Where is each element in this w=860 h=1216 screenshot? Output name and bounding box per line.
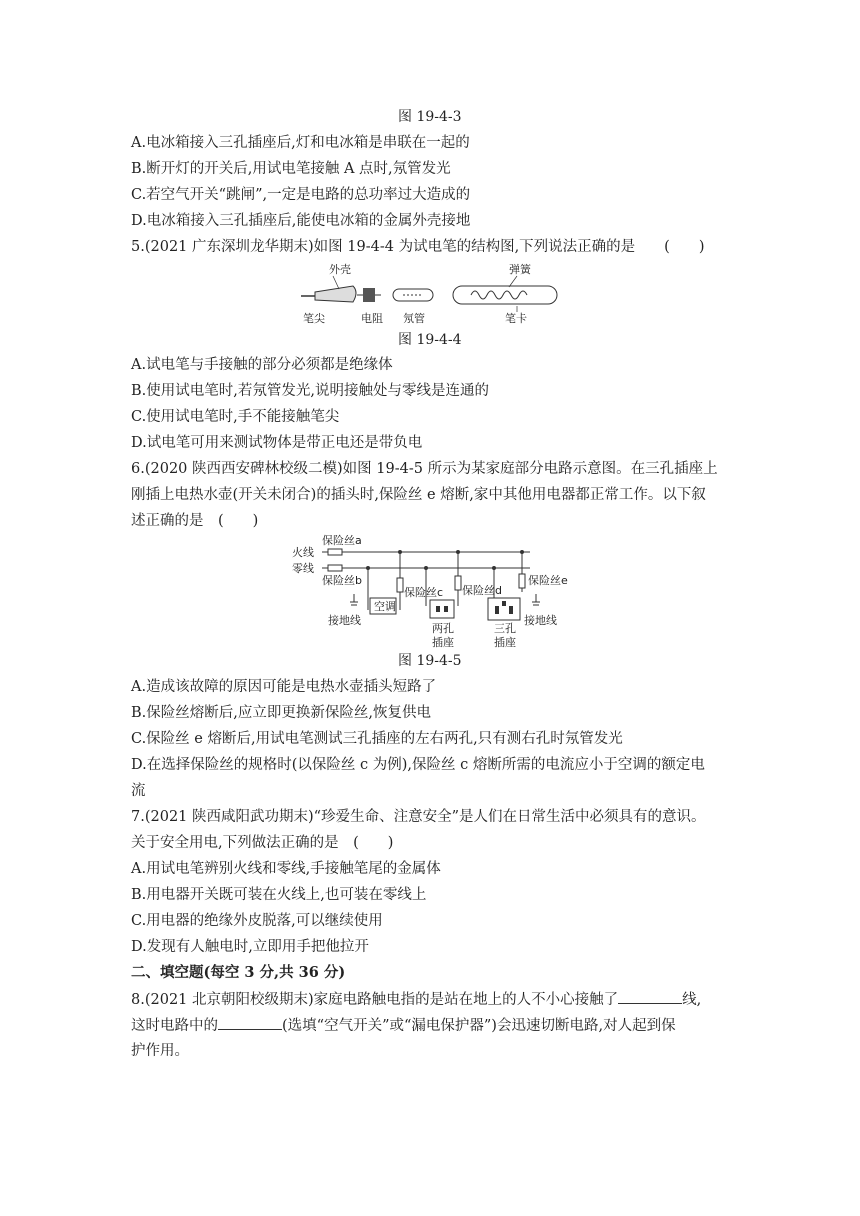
q8-blank-1 [618, 989, 682, 1004]
label-fuse-b: 保险丝b [322, 574, 362, 587]
q8-line2-text-b: (选填“空气开关”或“漏电保护器”)会迅速切断电路,对人起到保 [282, 1018, 676, 1034]
q8-line1-text-b: 线, [682, 992, 702, 1008]
label-three-hole-1: 三孔 [494, 622, 516, 635]
q7-option-d: D.发现有人触电时,立即用手把他拉开 [131, 939, 369, 955]
label-ground-left: 接地线 [328, 614, 361, 627]
household-circuit-diagram [288, 532, 568, 650]
q5-option-b: B.使用试电笔时,若氖管发光,说明接触处与零线是连通的 [131, 383, 489, 399]
label-fuse-e: 保险丝e [528, 574, 568, 587]
figure-caption-19-4-5: 图 19-4-5 [398, 653, 462, 669]
q6-option-d-line1: D.在选择保险丝的规格时(以保险丝 c 为例),保险丝 c 熔断所需的电流应小于空调的额定电 [131, 757, 705, 773]
q8-line2-text-a: 这时电路中的 [131, 1018, 218, 1034]
q5-option-a: A.试电笔与手接触的部分必须都是绝缘体 [131, 357, 393, 373]
q8-line2 [131, 1015, 676, 1036]
label-ac: 空调 [374, 600, 396, 613]
q7-option-b: B.用电器开关既可装在火线上,也可装在零线上 [131, 887, 427, 903]
q7-option-a: A.用试电笔辨别火线和零线,手接触笔尾的金属体 [131, 861, 441, 877]
q7-option-c: C.用电器的绝缘外皮脱落,可以继续使用 [131, 913, 383, 929]
q6-option-d-line2: 流 [131, 783, 146, 799]
q6-stem-line3: 述正确的是 ( ) [131, 513, 259, 529]
label-neutral-wire: 零线 [292, 562, 314, 575]
label-fuse-a: 保险丝a [322, 534, 362, 547]
q6-option-a: A.造成该故障的原因可能是电热水壶插头短路了 [131, 679, 437, 695]
label-two-hole-2: 插座 [432, 636, 454, 649]
q8-line1 [131, 989, 701, 1010]
label-two-hole-1: 两孔 [432, 622, 454, 635]
label-three-hole-2: 插座 [494, 636, 516, 649]
label-spring: 弹簧 [509, 263, 531, 276]
q6-option-b: B.保险丝熔断后,应立即更换新保险丝,恢复供电 [131, 705, 431, 721]
label-shell: 外壳 [329, 263, 351, 276]
label-clip: 笔卡 [505, 312, 527, 325]
figure-caption-19-4-4: 图 19-4-4 [398, 332, 462, 348]
label-live-wire: 火线 [292, 546, 314, 559]
q6-stem-line1: 6.(2020 陕西西安碑林校级二模)如图 19-4-5 所示为某家庭部分电路示意图。在三孔插座上 [131, 461, 718, 477]
q4-option-c: C.若空气开关“跳闸”,一定是电路的总功率过大造成的 [131, 187, 471, 203]
label-tip: 笔尖 [303, 312, 325, 325]
q5-option-d: D.试电笔可用来测试物体是带正电还是带负电 [131, 435, 423, 451]
label-resistor: 电阻 [361, 312, 383, 325]
test-pen-diagram [295, 262, 565, 326]
q8-line1-text-a: 8.(2021 北京朝阳校级期末)家庭电路触电指的是站在地上的人不小心接触了 [131, 992, 619, 1008]
label-ground-right: 接地线 [524, 614, 557, 627]
q7-stem-line2: 关于安全用电,下列做法正确的是 ( ) [131, 835, 394, 851]
q8-blank-2 [218, 1015, 282, 1030]
q7-stem-line1: 7.(2021 陕西咸阳武功期末)“珍爱生命、注意安全”是人们在日常生活中必须具有的意识。 [131, 809, 706, 825]
label-fuse-d: 保险丝d [462, 584, 502, 597]
q5-stem: 5.(2021 广东深圳龙华期末)如图 19-4-4 为试电笔的结构图,下列说法正确的是 ( ) [131, 239, 705, 255]
figure-caption-19-4-3: 图 19-4-3 [398, 109, 462, 125]
label-neon: 氖管 [403, 312, 425, 325]
q4-option-d: D.电冰箱接入三孔插座后,能使电冰箱的金属外壳接地 [131, 213, 471, 229]
q6-option-c: C.保险丝 e 熔断后,用试电笔测试三孔插座的左右两孔,只有测右孔时氖管发光 [131, 731, 623, 747]
q4-option-a: A.电冰箱接入三孔插座后,灯和电冰箱是串联在一起的 [131, 135, 470, 151]
q5-option-c: C.使用试电笔时,手不能接触笔尖 [131, 409, 340, 425]
section-title-fill-in: 二、填空题(每空 3 分,共 36 分) [131, 964, 346, 981]
q6-stem-line2: 刚插上电热水壶(开关未闭合)的插头时,保险丝 e 熔断,家中其他用电器都正常工作。以下叙 [131, 487, 706, 503]
label-fuse-c: 保险丝c [404, 586, 444, 599]
q4-option-b: B.断开灯的开关后,用试电笔接触 A 点时,氖管发光 [131, 161, 451, 177]
q8-line3: 护作用。 [131, 1043, 189, 1059]
